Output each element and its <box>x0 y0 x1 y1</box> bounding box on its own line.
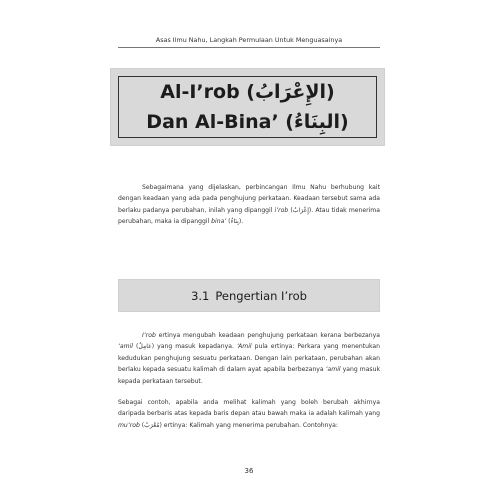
body-paragraph-2 <box>118 397 380 431</box>
body-text-a: ertinya mengubah keadaan penghujung perkataan kerana berbezanya <box>155 332 380 339</box>
body-text-e: Sebagai contoh, apabila anda melihat kalimah yang boleh berubah akhirnya daripada berbaris atas kepada baris depan atau bawah maka ia adalah kalimah yang <box>118 399 380 418</box>
section-heading-box <box>118 279 380 312</box>
chapter-title-line-1: Al-I’rob (الإِعْرَابُ) <box>160 81 335 103</box>
body-paragraph-1 <box>118 330 380 387</box>
chapter-title-line-2: Dan Al-Bina’ (البِنَاءُ) <box>146 111 349 133</box>
arabic-irob: (إِعْرَابٌ) <box>288 206 312 214</box>
term-amil-2: ‘Amil <box>236 343 252 351</box>
intro-text-b: . Atau tidak menerima perubahan, maka ia dipanggil <box>118 206 380 226</box>
body-text-b: yang masuk kepadanya. <box>154 343 237 351</box>
intro-text-a: Sebagaimana yang dijelaskan, perbincangan Ilmu Nahu berhubung kait dengan keadaan yang ada pada penghujung perkataan. Keadaan tersebut sama ada berlaku padanya perubahan, inilah yang dipanggil <box>118 184 380 214</box>
term-amil-3: ‘amil <box>325 366 341 374</box>
intro-text-end: . <box>241 218 244 226</box>
section-title: Pengertian I’rob <box>215 288 307 303</box>
term-murob: mu’rob <box>118 421 140 429</box>
arabic-bina: (بِنَاءٌ) <box>226 218 242 226</box>
term-irob-2: I’rob <box>142 332 156 339</box>
chapter-title-box <box>110 68 385 146</box>
section-number: 3.1 <box>191 288 210 303</box>
arabic-amil: (عَامِلٌ) <box>133 343 155 351</box>
term-irob: i’rob <box>274 206 289 214</box>
section-body <box>118 330 380 431</box>
running-header: Asas Ilmu Nahu, Langkah Permulaan Untuk Menguasainya <box>155 36 343 44</box>
chapter-title-frame <box>118 76 377 138</box>
arabic-murob: (مُعْرَبٌ) <box>139 421 162 429</box>
page-number: 36 <box>244 467 254 475</box>
term-amil: ‘amil <box>118 343 133 351</box>
body-text-f: ertinya: Kalimah yang menerima perubahan. Contohnya: <box>161 421 338 429</box>
term-bina: bina’ <box>211 218 227 226</box>
header-divider <box>118 47 380 48</box>
body-text-d: yang masuk kepada perkataan tersebut. <box>118 366 380 385</box>
intro-paragraph <box>118 182 380 228</box>
body-text-c: pula ertinya: Perkara yang menentukan kedudukan penghujung sesuatu perkataan. Dengan lain perkataan, perubahan akan berlaku kepada sesuatu kalimah di dalam ayat apabila berbezanya <box>118 343 380 374</box>
